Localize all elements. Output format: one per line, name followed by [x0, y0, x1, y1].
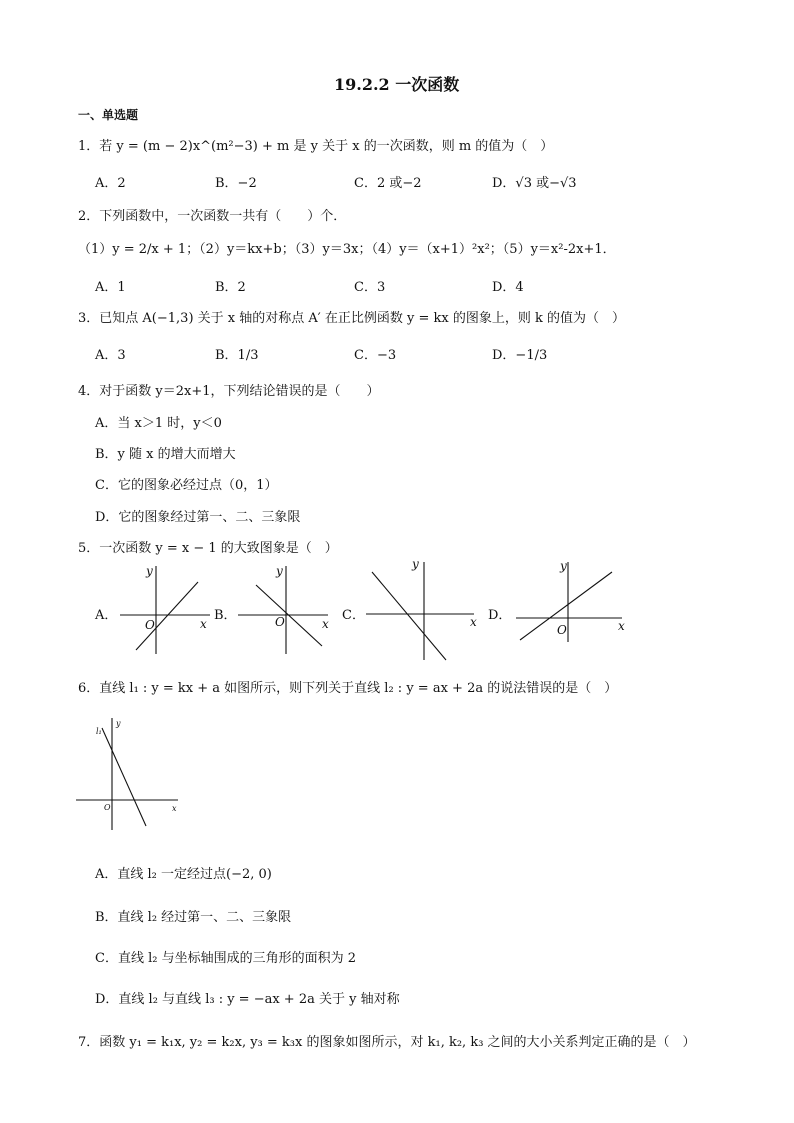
- question-6-stem: [78, 677, 617, 696]
- question-5-stem: [78, 537, 338, 556]
- q3-option-c[interactable]: C．−3: [354, 348, 397, 363]
- q2-option-a[interactable]: A．1: [95, 280, 126, 295]
- q5-option-a-label[interactable]: A．: [95, 608, 118, 623]
- q4-option-a[interactable]: A．当 x＞1 时，y＜0: [95, 416, 222, 431]
- q3-option-d[interactable]: D．−1/3: [492, 348, 548, 363]
- q1-option-b[interactable]: B．−2: [215, 176, 257, 191]
- q4-option-c[interactable]: C．它的图象必经过点（0，1）: [95, 478, 278, 493]
- question-1-stem: [78, 135, 553, 154]
- question-text: 已知点 A(−1,3) 关于 x 轴的对称点 A′ 在正比例函数 y = kx 的图象上，则 k 的值为（ ）: [99, 311, 625, 326]
- question-text: 一次函数 y = x − 1 的大致图象是（ ）: [99, 541, 338, 556]
- line-label: l₁: [96, 727, 102, 736]
- y-axis-label: y: [276, 564, 283, 578]
- y-axis-label: y: [560, 559, 567, 573]
- question-text: 下列函数中，一次函数一共有（ ）个．: [99, 209, 347, 224]
- q5-graph-c[interactable]: [364, 556, 484, 666]
- question-text: 直线 l₁ : y = kx + a 如图所示，则下列关于直线 l₂ : y = ax + 2a 的说法错误的是（ ）: [99, 681, 618, 696]
- q4-option-b[interactable]: B．y 随 x 的增大而增大: [95, 447, 236, 462]
- q6-graph: [72, 712, 184, 834]
- q1-option-d[interactable]: D．√3 或−√3: [492, 176, 577, 191]
- origin-label: O: [145, 618, 155, 632]
- q5-option-d-label[interactable]: D．: [488, 608, 512, 623]
- question-number: 4．: [78, 384, 100, 399]
- question-3-stem: [78, 307, 625, 326]
- page-title: 19.2.2 一次函数: [334, 75, 460, 94]
- q5-graph-b[interactable]: [236, 560, 336, 660]
- q1-option-c[interactable]: C．2 或−2: [354, 176, 422, 191]
- question-text: 对于函数 y＝2x+1，下列结论错误的是（ ）: [99, 384, 380, 399]
- q4-option-d[interactable]: D．它的图象经过第一、二、三象限: [95, 510, 301, 525]
- q2-option-b[interactable]: B．2: [215, 280, 246, 295]
- x-axis-label: x: [200, 617, 207, 631]
- question-text: 若 y = (m − 2)x^(m²−3) + m 是 y 关于 x 的一次函数，则 m 的值为（ ）: [99, 139, 554, 154]
- origin-label: O: [104, 803, 111, 812]
- question-number: 3．: [78, 311, 100, 326]
- y-axis-label: y: [116, 719, 121, 728]
- q5-graph-d[interactable]: [512, 558, 632, 648]
- section-heading: 一、单选题: [78, 108, 139, 122]
- graph-line: [136, 582, 198, 650]
- x-axis-label: x: [618, 619, 625, 633]
- x-axis-label: x: [322, 617, 329, 631]
- question-number: 5．: [78, 541, 100, 556]
- q6-option-b[interactable]: B．直线 l₂ 经过第一、二、三象限: [95, 910, 292, 925]
- q6-option-d[interactable]: D．直线 l₂ 与直线 l₃ : y = −ax + 2a 关于 y 轴对称: [95, 992, 400, 1007]
- q6-option-a[interactable]: A．直线 l₂ 一定经过点(−2, 0): [95, 867, 272, 882]
- y-axis-label: y: [412, 557, 419, 571]
- q5-option-c-label[interactable]: C．: [342, 608, 365, 623]
- q5-option-b-label[interactable]: B．: [214, 608, 237, 623]
- x-axis-label: x: [172, 804, 177, 813]
- q1-option-a[interactable]: A．2: [95, 176, 126, 191]
- q2-option-d[interactable]: D．4: [492, 280, 524, 295]
- question-number: 1．: [78, 139, 100, 154]
- q5-graph-a[interactable]: [118, 560, 218, 660]
- q3-option-a[interactable]: A．3: [95, 348, 126, 363]
- question-2-stem: [78, 205, 346, 224]
- q3-option-b[interactable]: B．1/3: [215, 348, 259, 363]
- q2-function-list: （1）y = 2/x + 1；（2）y＝kx+b；（3）y＝3x；（4）y＝（x+1）²x²；（5）y＝x²-2x+1．: [78, 242, 616, 257]
- origin-label: O: [557, 623, 567, 637]
- origin-label: O: [275, 615, 285, 629]
- question-number: 7．: [78, 1035, 100, 1050]
- q6-option-c[interactable]: C．直线 l₂ 与坐标轴围成的三角形的面积为 2: [95, 951, 356, 966]
- y-axis-label: y: [146, 564, 153, 578]
- x-axis-label: x: [470, 615, 477, 629]
- graph-line: [372, 572, 446, 660]
- question-number: 2．: [78, 209, 100, 224]
- question-4-stem: [78, 380, 380, 399]
- q2-option-c[interactable]: C．3: [354, 280, 386, 295]
- question-text: 函数 y₁ = k₁x, y₂ = k₂x, y₃ = k₃x 的图象如图所示，对 k₁, k₂, k₃ 之间的大小关系判定正确的是（ ）: [99, 1035, 696, 1050]
- question-7-stem: [78, 1031, 696, 1050]
- question-number: 6．: [78, 681, 100, 696]
